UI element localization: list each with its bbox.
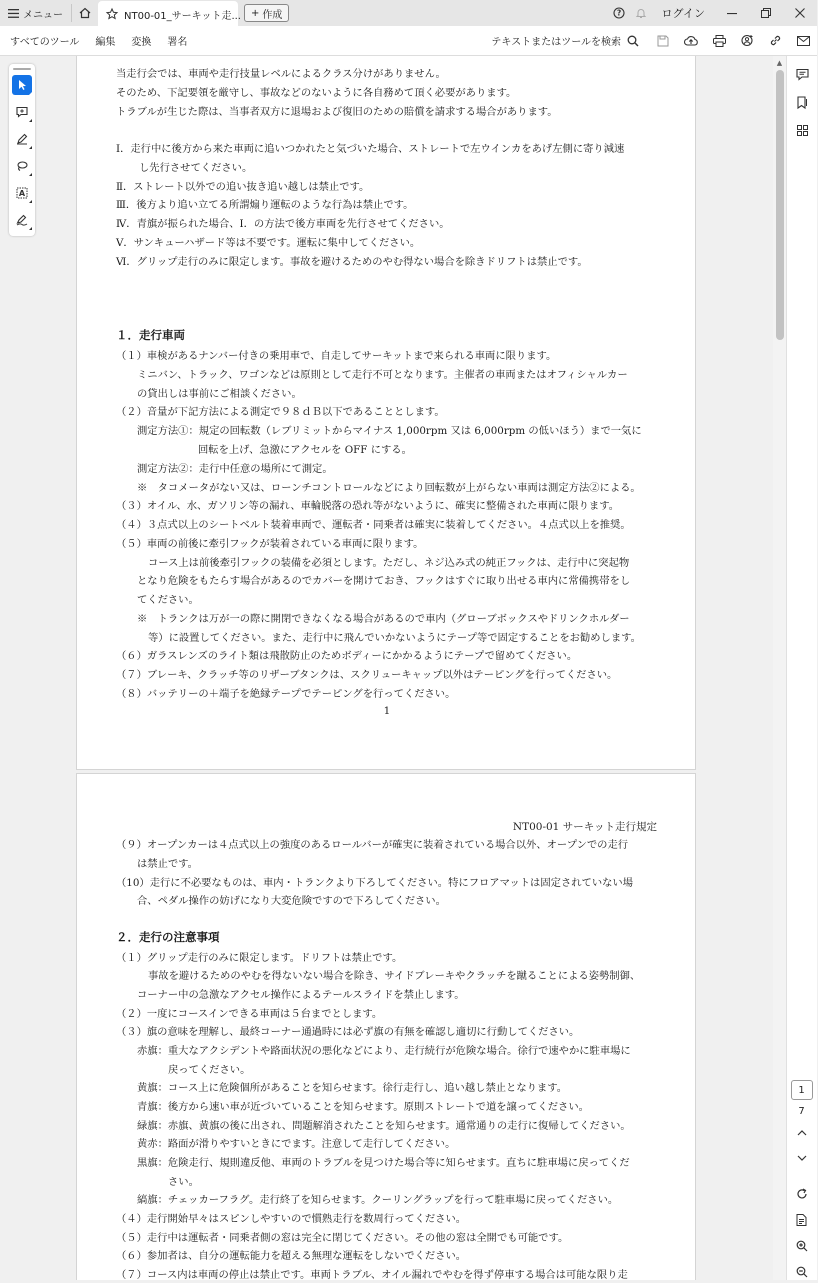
corner-mark (29, 119, 32, 122)
text-line: （７）コース内は車両の停止は禁止です。車両トラブル、オイル漏れでやむを得ず停車する場合は可能な限り走 (116, 1269, 628, 1281)
cloud-upload-icon (684, 35, 698, 47)
chevron-up-icon (797, 1129, 807, 1136)
comments-icon (796, 68, 809, 81)
share-link-button[interactable] (733, 26, 761, 56)
help-button[interactable] (608, 0, 630, 26)
text-line: となり危険をもたらす場合があるのでカバーを開けておき、フックはすぐに取り出せる車内に常備携帯をし (137, 575, 631, 587)
select-tool-button[interactable] (12, 75, 32, 95)
comment-tool-button[interactable] (12, 102, 32, 122)
star-icon[interactable] (106, 8, 118, 20)
text-line: （５）走行中は運転者・同乗者側の窓は完全に閉じてください。その他の窓は全開でも可能です。 (116, 1232, 569, 1244)
upload-button[interactable] (677, 26, 705, 56)
document-tab[interactable] (98, 1, 241, 27)
sign-menu[interactable]: 署名 (167, 37, 188, 48)
signature-tool-button[interactable] (12, 210, 32, 230)
text-line: ミニバン、トラック、ワゴンなどは原則として走行不可となります。主催者の車両またはオフィシャルカー (137, 369, 628, 381)
text-line: Ⅳ．青旗が振られた場合、Ⅰ．の方法で後方車両を先行させてください。 (116, 218, 450, 230)
text-line: そのため、下記要領を厳守し、事故などのないように各自務めて頂く必要があります。 (116, 87, 517, 99)
corner-mark (29, 146, 32, 149)
corner-mark (29, 200, 32, 203)
corner-mark (29, 227, 32, 230)
text-line: トラブルが生じた際は、当事者双方に退場および復旧のための賠償を請求する場合があります。 (116, 106, 558, 118)
text-line: （６）ガラスレンズのライト類は飛散防止のためボディーにかかるようにテープで留めてください。 (116, 650, 578, 662)
share-icon (741, 34, 754, 47)
search-icon (627, 35, 639, 47)
new-tab-button[interactable] (244, 4, 289, 22)
link-icon (769, 34, 782, 47)
corner-mark (29, 173, 32, 176)
text-line: し先行させてください。 (139, 162, 253, 174)
text-line: は禁止です。 (137, 858, 198, 870)
menu-label: メニュー (23, 9, 63, 21)
text-line: （１）グリップ走行のみに限定します。ドリフトは禁止です。 (116, 952, 403, 964)
section-heading: １．走行車両 (116, 328, 185, 342)
vertical-scrollbar[interactable] (773, 56, 786, 1280)
text-line: Ⅰ．走行中に後方から来た車両に追いつかれたと気づいた場合、ストレートで左ウインカをあげ左側に寄り減速 (116, 143, 625, 155)
text-line: （６）参加者は、自分の運転能力を超える無理な運転をしないでください。 (116, 1250, 467, 1262)
text-line: 黄旗：コース上に危険個所があることを知らせます。徐行走行し、追い越し禁止となります。 (137, 1082, 567, 1094)
restore-icon (761, 8, 771, 18)
svg-text:?: ? (616, 8, 621, 18)
notifications-button[interactable] (630, 0, 652, 26)
lasso-icon (16, 160, 28, 172)
close-window-icon (795, 8, 805, 18)
text-line: Ⅱ．ストレート以外での追い抜き追い越しは禁止です。 (116, 181, 370, 193)
scroll-thumb[interactable] (776, 70, 784, 340)
search-tools[interactable] (491, 33, 649, 48)
search-tools-label: テキストまたはツールを検索 (491, 37, 621, 48)
signature-icon (16, 214, 28, 226)
bookmarks-panel-button[interactable] (787, 88, 818, 116)
draw-tool-button[interactable] (12, 156, 32, 176)
text-line: Ⅴ．サンキューハザード等は不要です。運転に集中してください。 (116, 237, 421, 249)
text-line: コース上は前後牽引フックの装備を必須とします。ただし、ネジ込み式の純正フックは、走行中に突起物 (148, 557, 630, 569)
scroll-up-arrow[interactable]: ▲ (776, 58, 783, 67)
text-line: さい。 (168, 1176, 199, 1188)
grid-icon (797, 125, 808, 136)
text-line: 測定方法②：走行中任意の場所にて測定。 (137, 463, 333, 475)
text-line: 合、ペダル操作の妨げになり大変危険ですので下ろしてください。 (137, 895, 446, 907)
text-line: ※ トランクは万が一の際に開閉できなくなる場合があるので車内（グローブボックスやドリンクホルダー (137, 613, 630, 625)
save-icon (657, 35, 669, 47)
save-button[interactable] (649, 26, 677, 56)
svg-text:A: A (18, 189, 26, 198)
title-bar (0, 0, 817, 26)
text-line: 当走行会では、車両や走行技量レベルによるクラス分けがありません。 (116, 68, 446, 80)
text-line: 戻ってください。 (168, 1064, 251, 1076)
thumbnails-panel-button[interactable] (787, 116, 818, 144)
text-line: てください。 (137, 594, 199, 606)
text-line: 事故を避けるためのやむを得ないない場合を除き、サイドブレーキやクラッチを蹴ることによる姿勢制御、 (148, 970, 641, 982)
document-page-1 (76, 56, 696, 770)
text-line: （３）旗の意味を理解し、最終コーナー通過時には必ず旗の有無を確認し適切に行動してください。 (116, 1026, 580, 1038)
mail-icon (797, 36, 810, 46)
text-line: 緑旗：赤旗、黄旗の後に出され、問題解消されたことを知らせます。通常通りの走行に復帰してください。 (137, 1120, 631, 1132)
section-heading: ２．走行の注意事項 (116, 930, 220, 944)
text-line: （９）オープンカーは４点式以上の強度のあるロールバーが確実に装着されている場合以外、オープンでの走行 (116, 839, 629, 851)
text-line: （８）バッテリーの＋端子を絶縁テープでテーピングを行ってください。 (116, 688, 456, 700)
next-page-button[interactable] (791, 1147, 813, 1169)
text-line: ※ タコメータがない又は、ローンチコントロールなどにより回転数が上がらない車両は測定方法②による。 (137, 482, 641, 494)
text-box-icon (16, 187, 28, 199)
text-line: （１）車検があるナンバー付きの乗用車で、自走してサーキットまで来られる車両に限ります。 (116, 350, 557, 362)
page-navigation (790, 1080, 813, 1283)
hamburger-icon (8, 9, 19, 18)
text-line: （４）３点式以上のシートベルト装着車両で、運転者・同乗者は確実に装着してください。４点式以上を推奨。 (116, 519, 631, 531)
menu-button[interactable] (0, 0, 71, 26)
printer-icon (713, 35, 726, 47)
document-page-2 (76, 773, 696, 1280)
page-number: 1 (383, 705, 391, 717)
rotate-icon (796, 1188, 808, 1200)
convert-menu[interactable]: 変換 (131, 37, 152, 48)
text-line: 測定方法①：規定の回転数（レブリミットからマイナス 1,000rpm 又は 6,000rpm の低いほう）まで一気に (137, 425, 642, 437)
comments-panel-button[interactable] (787, 60, 818, 88)
bookmark-icon (796, 96, 809, 109)
bell-icon (635, 7, 647, 19)
document-header: NT00-01 サーキット走行規定 (512, 821, 657, 833)
text-line: 青旗：後方から速い車が近づいていることを知らせます。原則ストレートで道を譲ってください。 (137, 1101, 589, 1113)
document-icon (796, 1214, 807, 1226)
zoom-in-button[interactable] (791, 1235, 813, 1257)
help-icon (613, 7, 625, 19)
home-icon (79, 7, 91, 19)
text-line: （２）一度にコースインできる車両は５台までとします。 (116, 1008, 383, 1020)
previous-page-button[interactable] (791, 1121, 813, 1143)
plus-icon: + (251, 7, 260, 19)
comment-icon (16, 106, 28, 118)
text-line: （４）走行開始早々はスピンしやすいので慣熟走行を数周行ってください。 (116, 1213, 467, 1225)
pen-icon (16, 133, 28, 145)
zoom-in-icon (796, 1240, 808, 1252)
text-line: 回転を上げ、急激にアクセルを OFF にする。 (198, 444, 412, 456)
all-tools-menu[interactable]: すべてのツール (10, 37, 80, 48)
text-line: （５）車両の前後に牽引フックが装着されている車両に限ります。 (116, 538, 424, 550)
text-line: コーナー中の急激なアクセル操作によるテールスライドを禁止します。 (137, 989, 465, 1001)
corner-mark (29, 92, 32, 95)
text-line: 等）に設置してください。また、走行中に飛んでいかないようにテープ等で固定することをお勧めします。 (148, 632, 641, 644)
email-button[interactable] (789, 26, 817, 56)
minimize-button[interactable] (715, 0, 749, 26)
text-line: （２）音量が下記方法による測定で９８ｄＢ以下であることとします。 (116, 406, 445, 418)
zoom-out-button[interactable] (791, 1261, 813, 1283)
text-line: 赤旗：重大なアクシデントや路面状況の悪化などにより、走行続行が危険な場合。徐行で速やかに駐車場に (137, 1045, 631, 1057)
zoom-out-icon (796, 1266, 808, 1278)
print-button[interactable] (705, 26, 733, 56)
edit-menu[interactable]: 編集 (95, 37, 116, 48)
highlight-tool-button[interactable] (12, 129, 32, 149)
page-properties-button[interactable] (791, 1209, 813, 1231)
text-line: （３）オイル、水、ガソリン等の漏れ、車輪脱落の恐れ等がないように、確実に整備された車両に限ります。 (116, 500, 619, 512)
current-page-input[interactable]: 1 (791, 1080, 813, 1100)
text-line: （７）ブレーキ、クラッチ等のリザーブタンクは、スクリューキャップ以外はテーピングを行ってください。 (116, 669, 618, 681)
total-pages: 7 (798, 1106, 805, 1117)
minimize-icon (727, 8, 737, 18)
text-line: 黒旗：危険走行、規則違反他、車両のトラブルを見つけた場合等に知らせます。直ちに駐車場に戻ってくだ (137, 1157, 630, 1169)
restore-button[interactable] (749, 0, 783, 26)
login-button[interactable]: ログイン (661, 7, 705, 20)
quick-tools-rail (9, 64, 35, 236)
text-line: （10）走行に不必要なものは、車内・トランクより下ろしてください。特にフロアマットは固定されていない場 (116, 877, 634, 889)
text-line: Ⅲ．後方より追い立てる所謂煽り運転のような行為は禁止です。 (116, 199, 414, 211)
chevron-down-icon (797, 1155, 807, 1162)
copy-link-button[interactable] (761, 26, 789, 56)
home-button[interactable] (72, 0, 98, 26)
tab-title: NT00-01_サーキット走... (124, 10, 241, 22)
drag-handle[interactable] (13, 68, 31, 70)
text-line: Ⅵ．グリップ走行のみに限定します。事故を避けるためのやむ得ない場合を除きドリフトは禁止です。 (116, 256, 588, 268)
text-line: 黄赤：路面が滑りやすいときにでます。注意して走行してください。 (137, 1138, 456, 1150)
cursor-icon (17, 79, 28, 91)
text-line: の貸出しは事前にご相談ください。 (137, 388, 302, 400)
new-tab-label: 作成 (262, 9, 283, 21)
text-box-tool-button[interactable] (12, 183, 32, 203)
main-toolbar (0, 26, 817, 56)
rotate-button[interactable] (791, 1183, 813, 1205)
text-line: 縞旗：チェッカーフラグ。走行終了を知らせます。クーリングラップを行って駐車場に戻ってください。 (137, 1194, 619, 1206)
close-window-button[interactable] (783, 0, 817, 26)
